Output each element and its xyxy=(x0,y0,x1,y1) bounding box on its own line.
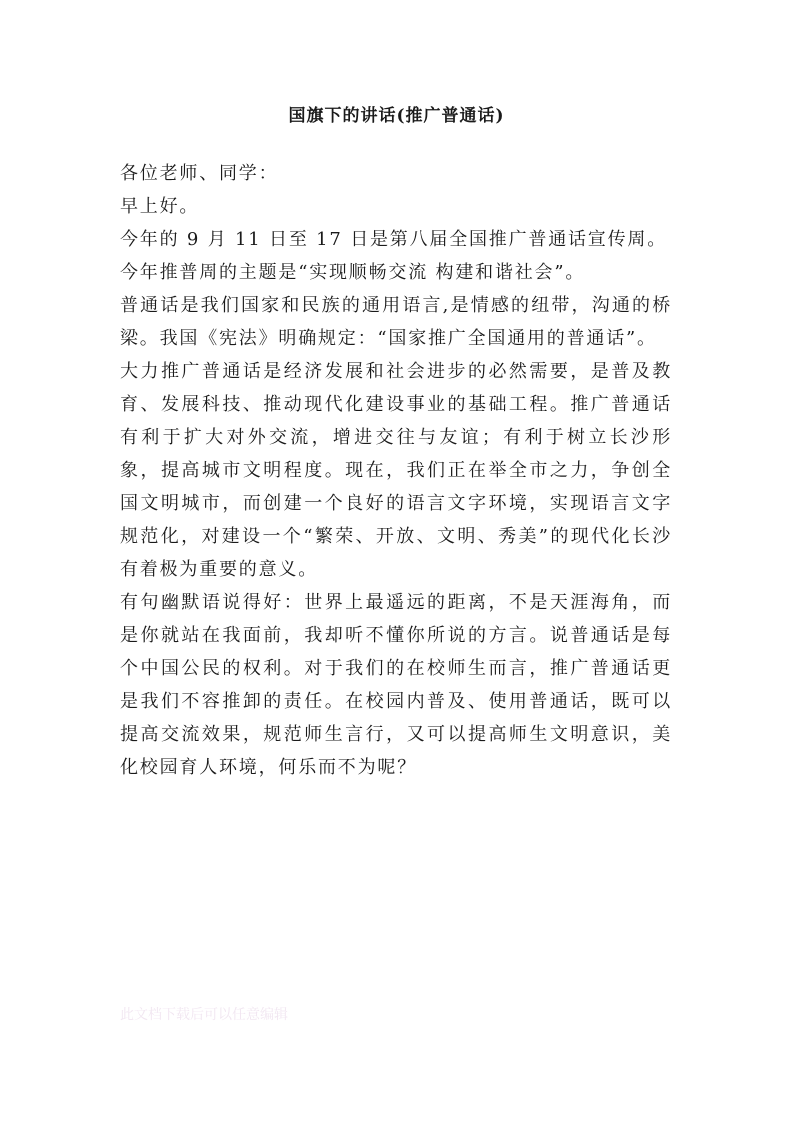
paragraph: 大力推广普通话是经济发展和社会进步的必然需要，是普及教育、发展科技、推动现代化建设事业的基础工程。推广普通话有利于扩大对外交流，增进交往与友谊；有利于树立长沙形象，提高城市文明程度。现在，我们正在举全市之力，争创全国文明城市，而创建一个良好的语言文字环境，实现语言文字规范化，对建设一个“繁荣、开放、文明、秀美”的现代化长沙有着极为重要的意义。 xyxy=(120,361,672,580)
document-body xyxy=(120,157,672,784)
paragraph: 有句幽默语说得好：世界上最遥远的距离，不是天涯海角，而是你就站在我面前，我却听不懂你所说的方言。说普通话是每个中国公民的权利。对于我们的在校师生而言，推广普通话更是我们不容推卸的责任。在校园内普及、使用普通话，既可以提高交流效果，规范师生言行，又可以提高师生文明意识，美化校园育人环境，何乐而不为呢？ xyxy=(120,592,672,778)
footer-watermark: 此文档下载后可以任意编辑 xyxy=(120,1007,288,1023)
paragraph: 今年推普周的主题是“实现顺畅交流 构建和谐社会”。 xyxy=(120,262,586,283)
paragraph: 普通话是我们国家和民族的通用语言,是情感的纽带，沟通的桥梁。我国《宪法》明确规定：“国家推广全国通用的普通话”。 xyxy=(120,295,672,349)
paragraph: 今年的 9 月 11 日至 17 日是第八届全国推广普通话宣传周。 xyxy=(120,229,667,250)
salutation: 各位老师、同学： xyxy=(120,163,279,184)
greeting: 早上好。 xyxy=(120,196,200,217)
document-title: 国旗下的讲话(推广普通话) xyxy=(288,106,505,126)
